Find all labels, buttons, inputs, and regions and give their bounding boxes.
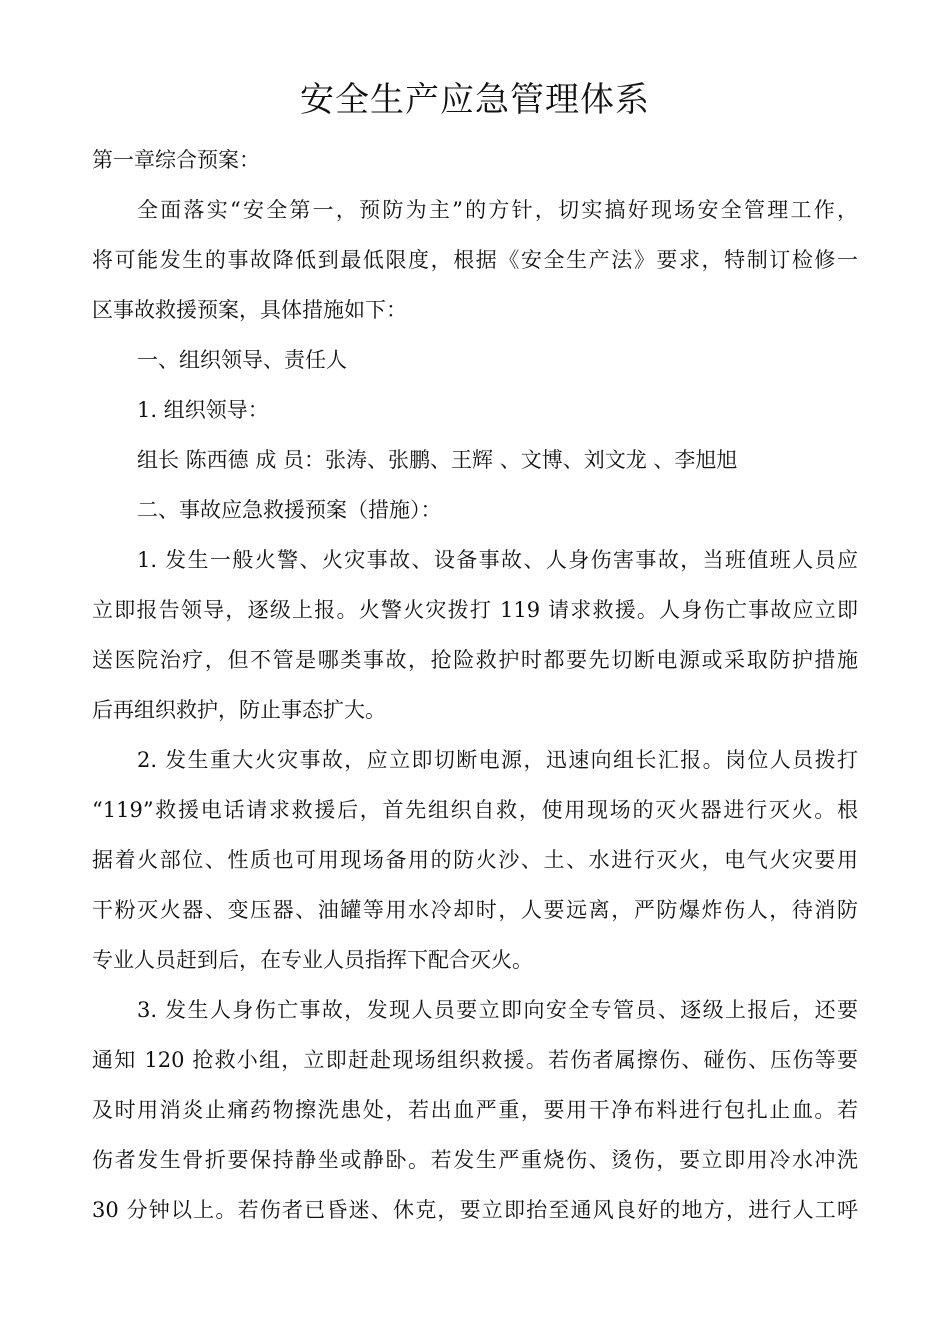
paragraph-line: 及时用消炎止痛药物擦洗患处，若出血严重，要用干净布料进行包扎止血。若 (92, 1098, 858, 1122)
paragraph-line: 据着火部位、性质也可用现场备用的防火沙、土、水进行灭火，电气火灾要用 (92, 848, 858, 872)
paragraph-line: 3. 发生人身伤亡事故，发现人员要立即向安全专管员、逐级上报后，还要 (137, 998, 858, 1022)
chapter-heading: 第一章综合预案： (92, 148, 260, 172)
paragraph-line: 专业人员赶到后，在专业人员指挥下配合灭火。 (92, 948, 533, 972)
paragraph-line: 伤者发生骨折要保持静坐或静卧。若发生严重烧伤、烫伤，要立即用冷水冲洗 (92, 1148, 858, 1172)
paragraph-line: 干粉灭火器、变压器、油罐等用水冷却时，人要远离，严防爆炸伤人，待消防 (92, 898, 858, 922)
paragraph-line: 通知 120 抢救小组，立即赶赴现场组织救援。若伤者属擦伤、碰伤、压伤等要 (92, 1048, 858, 1072)
paragraph-line: 后再组织救护，防止事态扩大。 (92, 698, 386, 722)
paragraph-line: “119”救援电话请求救援后，首先组织自救，使用现场的灭火器进行灭火。根 (92, 798, 858, 822)
section-heading: 一、组织领导、责任人 (137, 348, 347, 372)
paragraph-line: 全面落实“安全第一，预防为主”的方针，切实搞好现场安全管理工作， (137, 198, 858, 222)
paragraph-line: 1. 发生一般火警、火灾事故、设备事故、人身伤害事故，当班值班人员应 (137, 548, 858, 572)
paragraph-line: 30 分钟以上。若伤者已昏迷、休克，要立即抬至通风良好的地方，进行人工呼 (92, 1198, 858, 1222)
paragraph-line: 送医院治疗，但不管是哪类事故，抢险救护时都要先切断电源或采取防护措施 (92, 648, 858, 672)
paragraph-line: 区事故救援预案，具体措施如下： (92, 298, 407, 322)
paragraph-line: 立即报告领导，逐级上报。火警火灾拨打 119 请求救援。人身伤亡事故应立即 (92, 598, 858, 622)
section-heading: 二、事故应急救援预案（措施）： (137, 498, 442, 522)
paragraph-line: 2. 发生重大火灾事故，应立即切断电源，迅速向组长汇报。岗位人员拨打 (137, 748, 858, 772)
document-title: 安全生产应急管理体系 (300, 80, 650, 120)
paragraph-line: 将可能发生的事故降低到最低限度，根据《安全生产法》要求，特制订检修一 (92, 248, 858, 272)
members-line: 组长 陈西德 成 员：张涛、张鹏、王辉 、文博、刘文龙 、李旭旭 (137, 448, 738, 472)
subsection-heading: 1. 组织领导： (137, 398, 269, 422)
